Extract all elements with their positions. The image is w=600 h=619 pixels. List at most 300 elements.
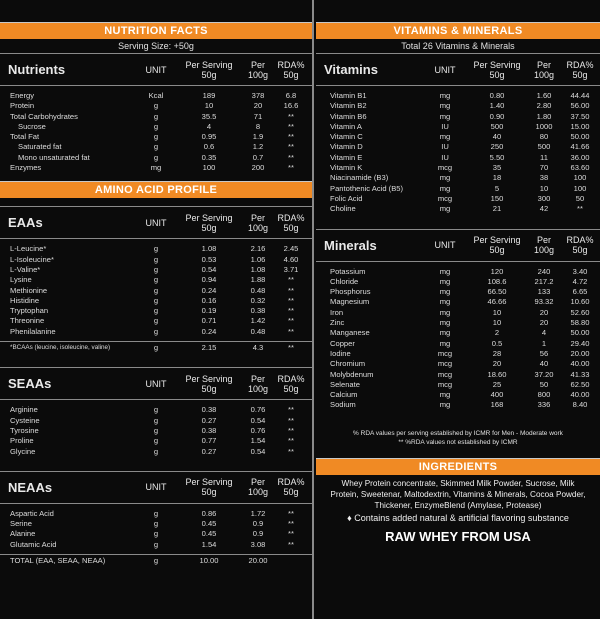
row-per100: 50 <box>539 379 549 389</box>
row-unit: mg <box>439 297 451 307</box>
rda-header: RDA% 50g <box>277 477 305 498</box>
row-unit: g <box>153 519 159 529</box>
table-row <box>316 308 600 318</box>
row-unit: IU <box>441 152 449 162</box>
table-row <box>0 132 312 142</box>
row-name: Vitamin D <box>330 142 363 152</box>
flavor-note: ♦ Contains added natural & artificial flavoring substance <box>347 512 569 523</box>
row-serving: 0.54 <box>201 264 217 274</box>
row-rda: 41.66 <box>570 142 590 152</box>
table-row <box>316 400 600 410</box>
table-row <box>316 390 600 400</box>
bcaa-row <box>0 341 312 353</box>
table-row <box>316 122 600 132</box>
row-rda: ** <box>288 285 294 295</box>
table-row <box>316 173 600 183</box>
row-name: Vitamin C <box>330 132 363 142</box>
per-serving-header: Per Serving 50g <box>185 59 233 80</box>
row-per100: 1000 <box>535 121 553 131</box>
row-rda: 52.60 <box>570 307 590 317</box>
row-rda: ** <box>577 204 583 214</box>
row-serving: 0.27 <box>201 415 217 425</box>
row-unit: g <box>153 295 159 305</box>
row-name: Phenilalanine <box>10 326 56 336</box>
row-rda: 44.44 <box>570 91 590 100</box>
row-serving: 0.5 <box>491 338 503 348</box>
row-unit: mg <box>439 276 451 286</box>
row-serving: 35 <box>492 163 502 173</box>
rda-header: RDA% 50g <box>566 235 594 256</box>
row-per100: 200 <box>251 163 265 173</box>
row-rda: ** <box>288 142 294 152</box>
row-unit: g <box>153 425 159 435</box>
row-serving: 1.08 <box>201 244 217 254</box>
table-row <box>0 529 312 539</box>
row-serving: 18 <box>492 173 502 183</box>
row-name: Serine <box>10 519 32 529</box>
row-serving: 250 <box>490 142 504 152</box>
row-name: L-Isoleucine* <box>10 254 54 264</box>
table-row <box>316 101 600 111</box>
row-per100: 56 <box>539 348 549 358</box>
nutrients-header <box>0 53 312 86</box>
row-unit: mg <box>439 204 451 214</box>
row-name: L-Leucine* <box>10 244 47 254</box>
row-per100: 40 <box>539 359 549 369</box>
row-serving: 0.80 <box>489 91 505 100</box>
row-unit: mcg <box>437 193 453 203</box>
per-serving-header: Per Serving 50g <box>473 59 521 80</box>
row-rda: 4.72 <box>572 276 588 286</box>
row-rda: 4.60 <box>283 254 299 264</box>
row-per100: 1.08 <box>250 264 266 274</box>
row-rda: 20.00 <box>570 348 590 358</box>
row-serving: 10 <box>204 101 214 111</box>
row-serving: 1.54 <box>201 539 217 549</box>
row-serving: 0.45 <box>201 519 217 529</box>
row-rda: 58.80 <box>570 318 590 328</box>
row-name: Glycine <box>10 446 36 456</box>
nutrition-facts-bar: NUTRITION FACTS <box>0 22 312 39</box>
row-per100: 0.54 <box>250 446 266 456</box>
row-serving: 5 <box>494 183 500 193</box>
row-name: Molybdenum <box>330 369 374 379</box>
row-per100: 4 <box>541 328 547 338</box>
nutrients-title: Nutrients <box>8 62 66 77</box>
row-name: Proline <box>10 436 34 446</box>
total-serving: 10.00 <box>199 556 219 566</box>
row-unit: g <box>153 326 159 336</box>
table-row <box>0 416 312 426</box>
row-name: Phosphorus <box>330 287 371 297</box>
row-name: L-Valine* <box>10 264 41 274</box>
row-rda: 29.40 <box>570 338 590 348</box>
row-unit: g <box>153 111 159 121</box>
rda-header: RDA% 50g <box>277 59 305 80</box>
row-name: Total Carbohydrates <box>10 111 78 121</box>
row-rda: ** <box>288 519 294 529</box>
row-unit: mg <box>439 307 451 317</box>
per-100g-header: Per 100g <box>533 235 555 256</box>
row-rda: ** <box>288 415 294 425</box>
seaas-table <box>0 405 312 456</box>
row-rda: 50.00 <box>570 328 590 338</box>
row-per100: 3.08 <box>250 539 266 549</box>
row-per100: 1.06 <box>250 254 266 264</box>
row-serving: 0.38 <box>201 405 217 415</box>
row-per100: 0.54 <box>250 415 266 425</box>
table-row <box>316 112 600 122</box>
row-name: Vitamin B6 <box>330 111 367 121</box>
row-name: Lysine <box>10 275 32 285</box>
bcaa-name: *BCAAs (leucine, isoleucine, valine) <box>10 344 111 352</box>
per-100g-header: Per 100g <box>247 373 269 394</box>
unit-header: UNIT <box>434 64 456 75</box>
row-serving: 500 <box>490 121 504 131</box>
row-serving: 20 <box>492 359 502 369</box>
row-unit: g <box>153 436 159 446</box>
row-name: Choline <box>330 204 356 214</box>
row-per100: 20 <box>253 101 263 111</box>
per-100g-header: Per 100g <box>247 477 269 498</box>
row-name: Arginine <box>10 405 38 415</box>
row-rda: ** <box>288 425 294 435</box>
row-name: Iron <box>330 307 344 317</box>
row-per100: 0.7 <box>252 152 264 162</box>
row-per100: 20 <box>539 318 549 328</box>
row-per100: 2.16 <box>250 244 266 254</box>
row-per100: 1.60 <box>536 91 552 100</box>
row-rda: 41.33 <box>570 369 590 379</box>
row-per100: 133 <box>537 287 551 297</box>
row-unit: mg <box>439 390 451 400</box>
row-name: Energy <box>10 91 35 100</box>
total-rda <box>276 556 306 566</box>
row-rda: ** <box>288 436 294 446</box>
row-rda: 62.50 <box>570 379 590 389</box>
eaas-table <box>0 244 312 337</box>
unit-header: UNIT <box>145 217 167 228</box>
row-serving: 0.77 <box>201 436 217 446</box>
row-rda: 3.71 <box>283 264 299 274</box>
unit-header: UNIT <box>145 64 167 75</box>
row-unit: mg <box>439 101 451 111</box>
vitamins-subtitle: Total 26 Vitamins & Minerals <box>401 41 515 51</box>
row-name: Zinc <box>330 318 345 328</box>
table-row <box>0 91 312 101</box>
table-row <box>0 426 312 436</box>
table-row <box>316 163 600 173</box>
neaas-title: NEAAs <box>8 479 53 495</box>
row-serving: 0.45 <box>201 529 217 539</box>
table-row <box>0 327 312 337</box>
raw-whey-tagline: RAW WHEY FROM USA <box>385 528 531 544</box>
row-rda: 37.50 <box>570 111 590 121</box>
per-serving-header: Per Serving 50g <box>185 373 233 394</box>
table-row <box>316 277 600 287</box>
row-serving: 4 <box>206 121 212 131</box>
row-name: Threonine <box>10 316 45 326</box>
row-per100: 42 <box>539 204 549 214</box>
row-unit: mg <box>439 266 451 276</box>
row-unit: g <box>153 529 159 539</box>
row-serving: 150 <box>490 193 504 203</box>
table-row <box>316 91 600 101</box>
row-serving: 2 <box>494 328 500 338</box>
table-row <box>316 349 600 359</box>
row-serving: 66.50 <box>487 287 507 297</box>
row-per100: 1.42 <box>250 316 266 326</box>
row-unit: g <box>153 275 159 285</box>
row-serving: 0.90 <box>489 111 505 121</box>
row-per100: 0.32 <box>250 295 266 305</box>
row-name: Mono unsaturated fat <box>18 152 90 162</box>
row-rda: 36.00 <box>570 152 590 162</box>
row-serving: 100 <box>202 163 216 173</box>
ingredients-text: Whey Protein concentrate, Skimmed Milk Powder, Sucrose, Milk Protein, Sweetenar, Maltodextrin, Vitamins & Minerals, Cocoa Powder, Thickener, EnzymeBlend (Amylase, Protease) <box>330 478 586 510</box>
table-row <box>0 112 312 122</box>
row-per100: 10 <box>539 183 549 193</box>
row-rda: 100 <box>573 183 587 193</box>
row-unit: mg <box>150 163 162 173</box>
table-row <box>316 267 600 277</box>
table-row <box>316 370 600 380</box>
row-per100: 1.88 <box>250 275 266 285</box>
per-100g-header: Per 100g <box>533 59 555 80</box>
row-name: Vitamin E <box>330 152 363 162</box>
row-rda: 15.00 <box>570 121 590 131</box>
row-serving: 0.71 <box>201 316 217 326</box>
table-row <box>316 359 600 369</box>
row-unit: IU <box>441 142 449 152</box>
row-unit: g <box>153 316 159 326</box>
table-row <box>0 296 312 306</box>
row-name: Manganese <box>330 328 370 338</box>
table-row <box>316 142 600 152</box>
row-name: Chloride <box>330 276 359 286</box>
row-per100: 800 <box>537 390 551 400</box>
row-serving: 0.24 <box>201 326 217 336</box>
bcaa-rda: ** <box>288 343 294 353</box>
row-rda: ** <box>288 508 294 518</box>
table-row <box>0 519 312 529</box>
row-per100: 38 <box>539 173 549 183</box>
row-name: Cysteine <box>10 415 40 425</box>
row-per100: 1.9 <box>252 132 264 142</box>
unit-header: UNIT <box>434 240 456 251</box>
per-serving-header: Per Serving 50g <box>473 235 521 256</box>
row-per100: 20 <box>539 307 549 317</box>
row-unit: mg <box>439 132 451 142</box>
row-per100: 240 <box>537 266 551 276</box>
row-unit: g <box>153 306 159 316</box>
row-per100: 8 <box>255 121 261 131</box>
row-name: Alanine <box>10 529 36 539</box>
table-row <box>0 153 312 163</box>
row-per100: 0.76 <box>250 425 266 435</box>
row-serving: 168 <box>490 400 504 410</box>
row-serving: 10 <box>492 307 502 317</box>
row-rda: ** <box>288 446 294 456</box>
row-unit: g <box>153 446 159 456</box>
table-row <box>0 265 312 275</box>
row-unit: g <box>153 254 159 264</box>
table-row <box>316 328 600 338</box>
table-row <box>0 405 312 415</box>
row-name: Glutamic Acid <box>10 539 57 549</box>
row-rda: ** <box>288 275 294 285</box>
row-rda: 6.65 <box>572 287 588 297</box>
ingredients-bar: INGREDIENTS <box>316 458 600 475</box>
row-rda: ** <box>288 163 294 173</box>
row-serving: 0.86 <box>201 508 217 518</box>
row-rda: 8.40 <box>572 400 588 410</box>
rda-header: RDA% 50g <box>277 373 305 394</box>
table-row <box>0 244 312 254</box>
row-unit: g <box>153 539 159 549</box>
row-name: Chromium <box>330 359 366 369</box>
table-row <box>316 204 600 214</box>
row-serving: 0.94 <box>201 275 217 285</box>
table-row <box>316 184 600 194</box>
row-serving: 189 <box>202 91 216 100</box>
row-serving: 0.95 <box>201 132 217 142</box>
row-unit: mg <box>439 111 451 121</box>
row-per100: 71 <box>253 111 263 121</box>
table-row <box>0 316 312 326</box>
row-per100: 11 <box>540 152 548 162</box>
row-serving: 40 <box>492 132 502 142</box>
row-serving: 108.6 <box>487 276 507 286</box>
row-name: Iodine <box>330 348 351 358</box>
rda-not-established-note: ** %RDA values not established by ICMR <box>398 438 518 446</box>
row-rda: 40.00 <box>570 390 590 400</box>
row-serving: 0.24 <box>201 285 217 295</box>
row-name: Enzymes <box>10 163 42 173</box>
row-unit: mcg <box>437 379 453 389</box>
row-unit: g <box>153 264 159 274</box>
seaas-header <box>0 367 312 400</box>
table-row <box>0 509 312 519</box>
row-per100: 300 <box>537 193 551 203</box>
table-row <box>0 436 312 446</box>
row-name: Sodium <box>330 400 356 410</box>
row-unit: g <box>153 101 159 111</box>
row-per100: 0.9 <box>252 529 264 539</box>
row-per100: 0.48 <box>250 326 266 336</box>
nutrients-table <box>0 91 312 173</box>
row-rda: 63.60 <box>570 163 590 173</box>
row-rda: ** <box>288 152 294 162</box>
seaas-title: SEAAs <box>8 376 52 392</box>
row-unit: mcg <box>437 348 453 358</box>
row-per100: 0.48 <box>250 285 266 295</box>
unit-header: UNIT <box>145 482 167 493</box>
row-per100: 0.9 <box>252 519 264 529</box>
row-serving: 28 <box>492 348 502 358</box>
row-rda: ** <box>288 405 294 415</box>
row-unit: mcg <box>437 369 453 379</box>
table-row <box>316 297 600 307</box>
row-rda: ** <box>288 121 294 131</box>
table-row <box>0 447 312 457</box>
row-name: Magnesium <box>330 297 370 307</box>
row-serving: 35.5 <box>201 111 217 121</box>
rda-header: RDA% 50g <box>566 59 594 80</box>
row-rda: 40.00 <box>570 359 590 369</box>
row-name: Selenate <box>330 379 360 389</box>
row-rda: 16.6 <box>283 101 299 111</box>
row-per100: 1.80 <box>536 111 552 121</box>
table-row <box>0 255 312 265</box>
row-rda: 56.00 <box>570 101 590 111</box>
table-row <box>0 286 312 296</box>
right-column <box>316 0 600 619</box>
row-per100: 336 <box>537 400 551 410</box>
row-unit: g <box>153 142 159 152</box>
row-name: Total Fat <box>10 132 40 142</box>
row-name: Vitamin K <box>330 163 363 173</box>
row-name: Vitamin B2 <box>330 101 367 111</box>
row-name: Methionine <box>10 285 48 295</box>
row-rda: 2.45 <box>283 244 299 254</box>
minerals-table <box>316 267 600 411</box>
minerals-title: Minerals <box>324 237 377 253</box>
row-per100: 37.20 <box>534 369 554 379</box>
serving-size: Serving Size: +50g <box>118 41 194 51</box>
table-row <box>0 540 312 550</box>
table-row <box>316 318 600 328</box>
row-serving: 1.40 <box>489 101 505 111</box>
table-row <box>0 142 312 152</box>
vitamins-header <box>316 53 600 86</box>
row-unit: g <box>153 121 159 131</box>
total-row <box>0 554 312 566</box>
row-per100: 1.72 <box>250 508 266 518</box>
row-per100: 1.54 <box>250 436 266 446</box>
row-per100: 2.80 <box>536 101 552 111</box>
row-rda: ** <box>288 326 294 336</box>
row-serving: 400 <box>490 390 504 400</box>
row-serving: 5.50 <box>489 152 505 162</box>
row-per100: 500 <box>537 142 551 152</box>
eaas-title: EAAs <box>8 215 43 231</box>
vitamins-title: Vitamins <box>324 62 378 77</box>
row-serving: 46.66 <box>487 297 507 307</box>
row-name: Protein <box>10 101 35 111</box>
row-rda: ** <box>288 529 294 539</box>
row-name: Vitamin B1 <box>330 91 367 100</box>
row-unit: mg <box>439 338 451 348</box>
row-name: Copper <box>330 338 355 348</box>
row-per100: 0.76 <box>250 405 266 415</box>
row-rda: ** <box>288 111 294 121</box>
row-rda: ** <box>288 132 294 142</box>
vitamins-minerals-bar: VITAMINS & MINERALS <box>316 22 600 39</box>
row-serving: 0.19 <box>201 306 217 316</box>
row-serving: 25 <box>492 379 502 389</box>
row-per100: 0.38 <box>250 306 266 316</box>
row-rda: ** <box>288 295 294 305</box>
row-name: Pantothenic Acid (B5) <box>330 183 404 193</box>
neaas-table <box>0 509 312 550</box>
row-name: Tyrosine <box>10 425 39 435</box>
row-name: Aspartic Acid <box>10 508 54 518</box>
row-rda: 3.40 <box>572 266 588 276</box>
row-per100: 217.2 <box>534 276 554 286</box>
row-unit: g <box>153 244 159 254</box>
row-rda: ** <box>288 316 294 326</box>
